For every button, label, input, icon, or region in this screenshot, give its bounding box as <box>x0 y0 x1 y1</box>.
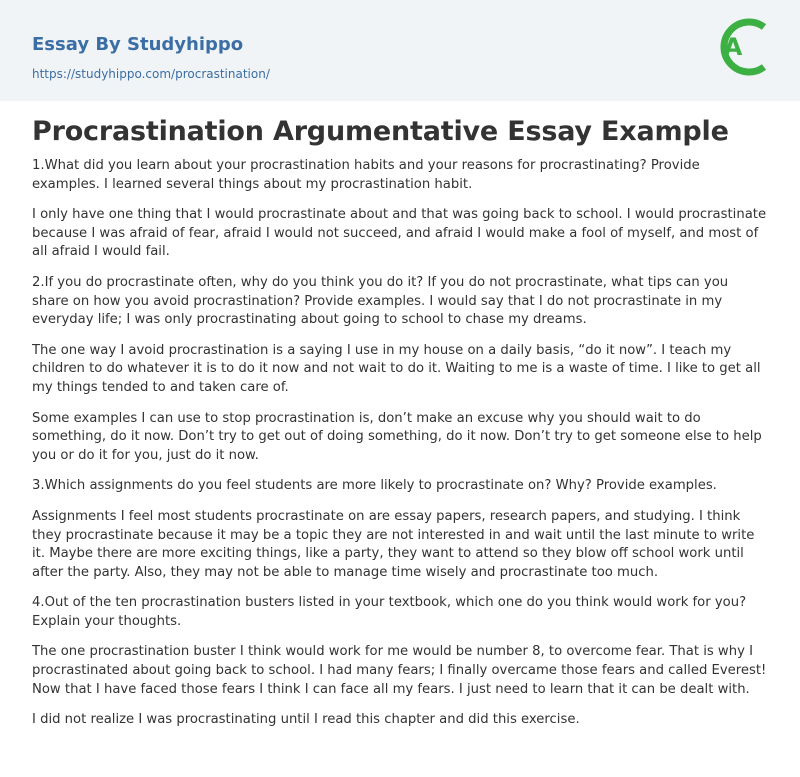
paragraph-8: 4.Out of the ten procrastination busters listed in your textbook, which one do you think would work for you? Explain your thoughts. <box>32 595 747 629</box>
studyhippo-logo-icon[interactable] <box>714 14 770 80</box>
paragraph-1: 1.What did you learn about your procrastination habits and your reasons for procrastinating? Provide examples. I learned several things about my procrastination habit. <box>32 158 700 192</box>
paragraph-7: Assignments I feel most students procrastinate on are essay papers, research papers, and studying. I think they procrastinate because it may be a topic they are not interested in and wait until the last minute to write it. Maybe there are more exciting things, like a party, they want to attend so they blow off school work until after the party. Also, they may not be able to manage time wisely and procrastinate too much. <box>32 508 755 580</box>
article-title: Procrastination Argumentative Essay Example <box>32 116 729 147</box>
paragraph-3: 2.If you do procrastinate often, why do you think you do it? If you do not procrastinate, what tips can you share on how you avoid procrastination? Provide examples. I would say that I do not procrastinate in my everyday life; I was only procrastinating about going to school to chase my dreams. <box>32 274 729 328</box>
paragraph-2: I only have one thing that I would procrastinate about and that was going back to school. I would procrastinate because I was afraid of fear, afraid I would not succeed, and afraid I would make a fool of myself, and most of all afraid I would fail. <box>32 207 767 260</box>
article <box>0 115 800 730</box>
source-url[interactable]: https://studyhippo.com/procrastination/ <box>32 67 270 81</box>
paragraph-9: The one procrastination buster I think would work for me would be number 8, to overcome fear. That is why I procrastinated about going back to school. I had many fears; I finally overcame those fears and called Everest! Now that I have faced those fears I think I can face all my fears. I just need to learn that it can be dealt with. <box>32 644 767 697</box>
paragraph-5: Some examples I can use to stop procrastination is, don’t make an excuse why you should wait to do something, do it now. Don’t try to get out of doing something, do it now. Don’t try to get someone else to help you or do it for you, just do it now. <box>32 410 762 463</box>
paragraph-10: I did not realize I was procrastinating until I read this chapter and did this exercise. <box>32 712 580 728</box>
paragraph-4: The one way I avoid procrastination is a saying I use in my house on a daily basis, “do it now”. I teach my children to do whatever it is to do it now and not wait to do it. Waiting to me is a waste of time. I like to get all my things tended to and taken care of. <box>32 342 761 395</box>
paragraph-6: 3.Which assignments do you feel students are more likely to procrastinate on? Why? Provide examples. <box>32 478 717 494</box>
brand-name[interactable]: Essay By Studyhippo <box>32 34 244 55</box>
logo-letter: A <box>723 33 743 61</box>
site-header <box>0 0 800 101</box>
